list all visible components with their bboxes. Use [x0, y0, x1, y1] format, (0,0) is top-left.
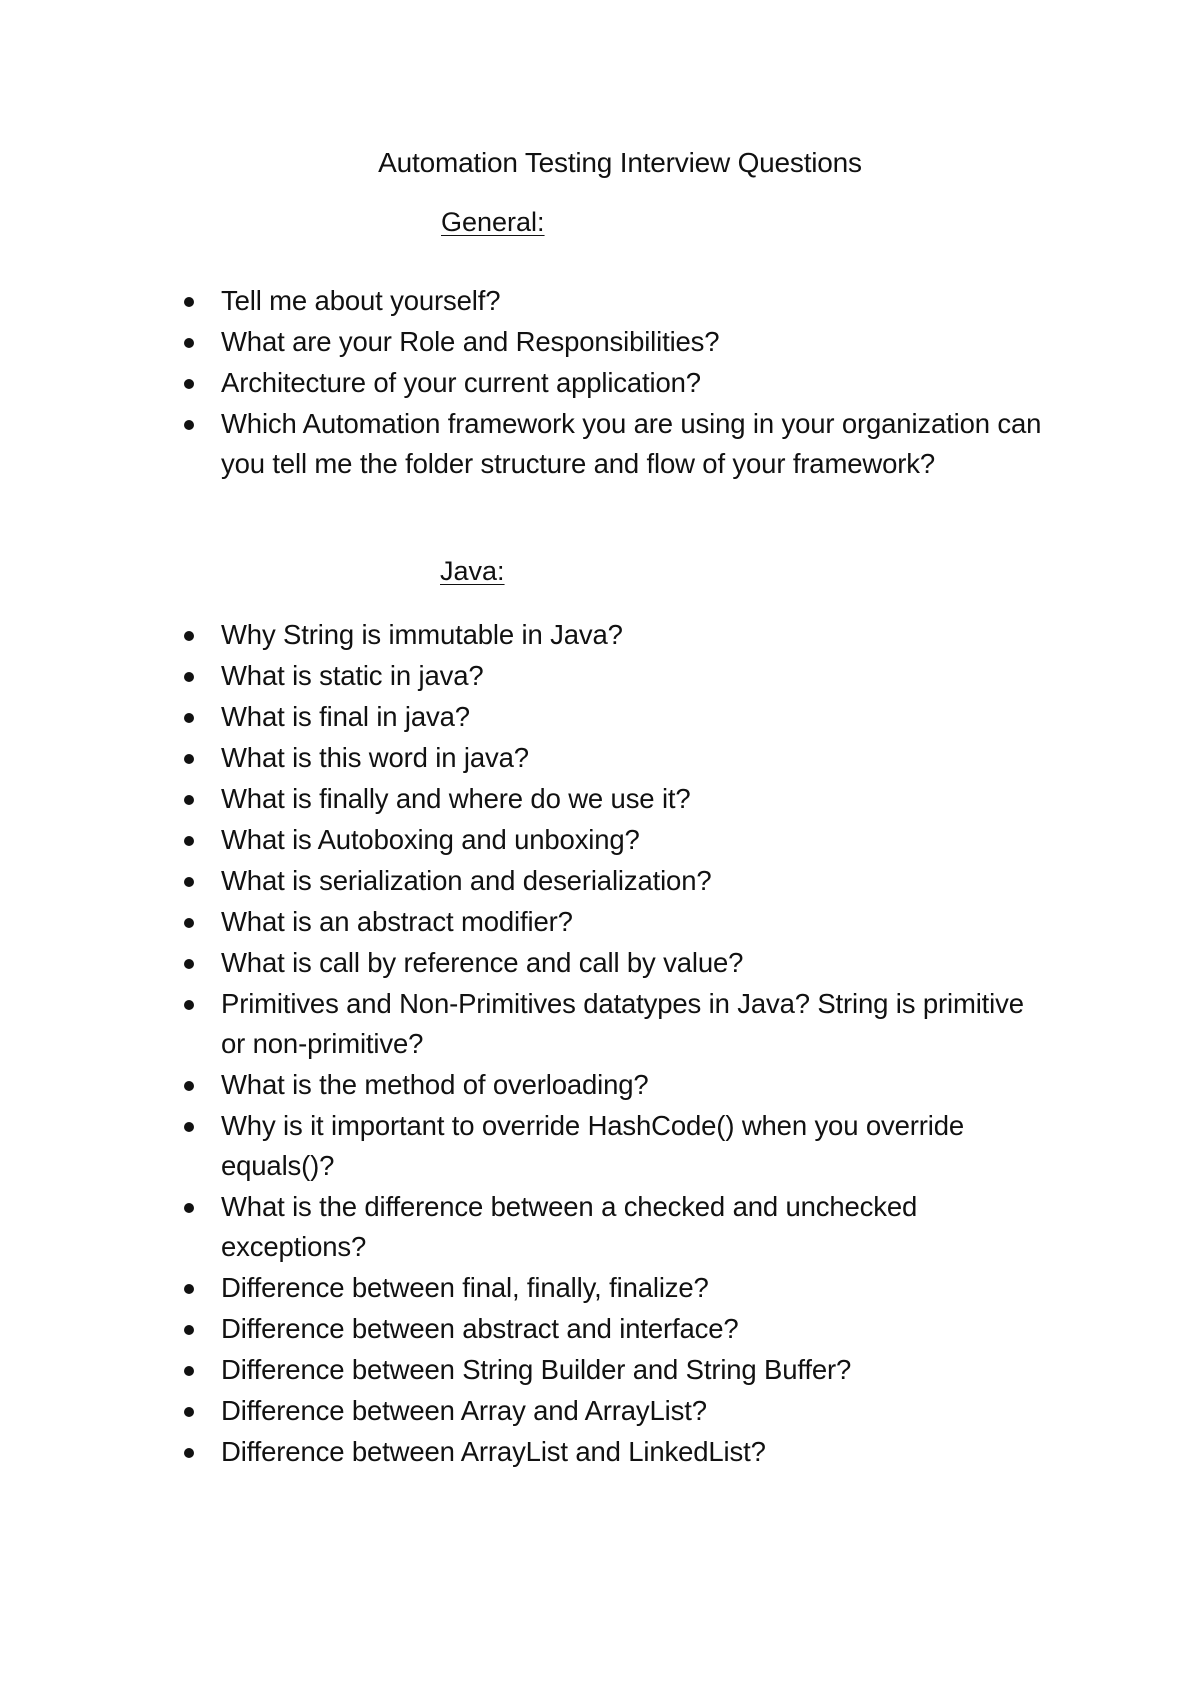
bullet-icon — [184, 836, 194, 846]
question-list-java — [0, 615, 1200, 1473]
question-text: Primitives and Non-Primitives datatypes in Java? String is primitive or non-primitive? — [221, 988, 1024, 1059]
question-text: What is static in java? — [221, 660, 484, 691]
list-item — [0, 656, 1200, 696]
list-item — [0, 1391, 1200, 1431]
bullet-icon — [184, 672, 194, 682]
list-item — [0, 1309, 1200, 1349]
question-text: Which Automation framework you are using in your organization can you tell me the folder structure and flow of your framework? — [221, 408, 1042, 479]
list-item — [0, 404, 1200, 484]
list-item — [0, 281, 1200, 321]
list-item — [0, 779, 1200, 819]
bullet-icon — [184, 338, 194, 348]
list-item — [0, 1432, 1200, 1472]
question-text: What are your Role and Responsibilities? — [221, 326, 720, 357]
bullet-icon — [184, 420, 194, 430]
bullet-icon — [184, 795, 194, 805]
bullet-icon — [184, 1448, 194, 1458]
list-item — [0, 861, 1200, 901]
question-text: Difference between Array and ArrayList? — [221, 1395, 707, 1426]
question-text: What is the method of overloading? — [221, 1069, 649, 1100]
bullet-icon — [184, 1000, 194, 1010]
question-text: What is final in java? — [221, 701, 470, 732]
bullet-icon — [184, 918, 194, 928]
question-text: What is finally and where do we use it? — [221, 783, 691, 814]
bullet-icon — [184, 1325, 194, 1335]
bullet-icon — [184, 754, 194, 764]
bullet-icon — [184, 379, 194, 389]
question-text: What is this word in java? — [221, 742, 529, 773]
bullet-icon — [184, 1122, 194, 1132]
list-item — [0, 322, 1200, 362]
list-item — [0, 697, 1200, 737]
question-text: What is an abstract modifier? — [221, 906, 573, 937]
question-text: What is serialization and deserialization? — [221, 865, 712, 896]
list-item — [0, 943, 1200, 983]
list-item — [0, 738, 1200, 778]
bullet-icon — [184, 1407, 194, 1417]
list-item — [0, 1350, 1200, 1390]
list-item — [0, 615, 1200, 655]
bullet-icon — [184, 959, 194, 969]
question-text: Architecture of your current application? — [221, 367, 701, 398]
list-item — [0, 984, 1200, 1064]
question-text: Why is it important to override HashCode() when you override equals()? — [221, 1110, 964, 1181]
question-list-general — [0, 281, 1200, 485]
question-text: Why String is immutable in Java? — [221, 619, 623, 650]
bullet-icon — [184, 297, 194, 307]
bullet-icon — [184, 1203, 194, 1213]
bullet-icon — [184, 877, 194, 887]
list-item — [0, 1106, 1200, 1186]
question-text: Difference between String Builder and String Buffer? — [221, 1354, 852, 1385]
bullet-icon — [184, 631, 194, 641]
section-heading-java: Java: — [440, 556, 505, 586]
question-text: What is the difference between a checked and unchecked exceptions? — [221, 1191, 918, 1262]
list-item — [0, 1187, 1200, 1267]
question-text: Difference between abstract and interface? — [221, 1313, 739, 1344]
bullet-icon — [184, 1284, 194, 1294]
list-item — [0, 820, 1200, 860]
bullet-icon — [184, 1081, 194, 1091]
question-text: Difference between final, finally, finalize? — [221, 1272, 709, 1303]
bullet-icon — [184, 713, 194, 723]
section-heading-general: General: — [441, 207, 545, 237]
document-title: Automation Testing Interview Questions — [378, 147, 862, 178]
question-text: Tell me about yourself? — [221, 285, 501, 316]
bullet-icon — [184, 1366, 194, 1376]
list-item — [0, 1268, 1200, 1308]
question-text: What is call by reference and call by value? — [221, 947, 744, 978]
question-text: What is Autoboxing and unboxing? — [221, 824, 640, 855]
list-item — [0, 1065, 1200, 1105]
list-item — [0, 363, 1200, 403]
list-item — [0, 902, 1200, 942]
question-text: Difference between ArrayList and LinkedList? — [221, 1436, 766, 1467]
